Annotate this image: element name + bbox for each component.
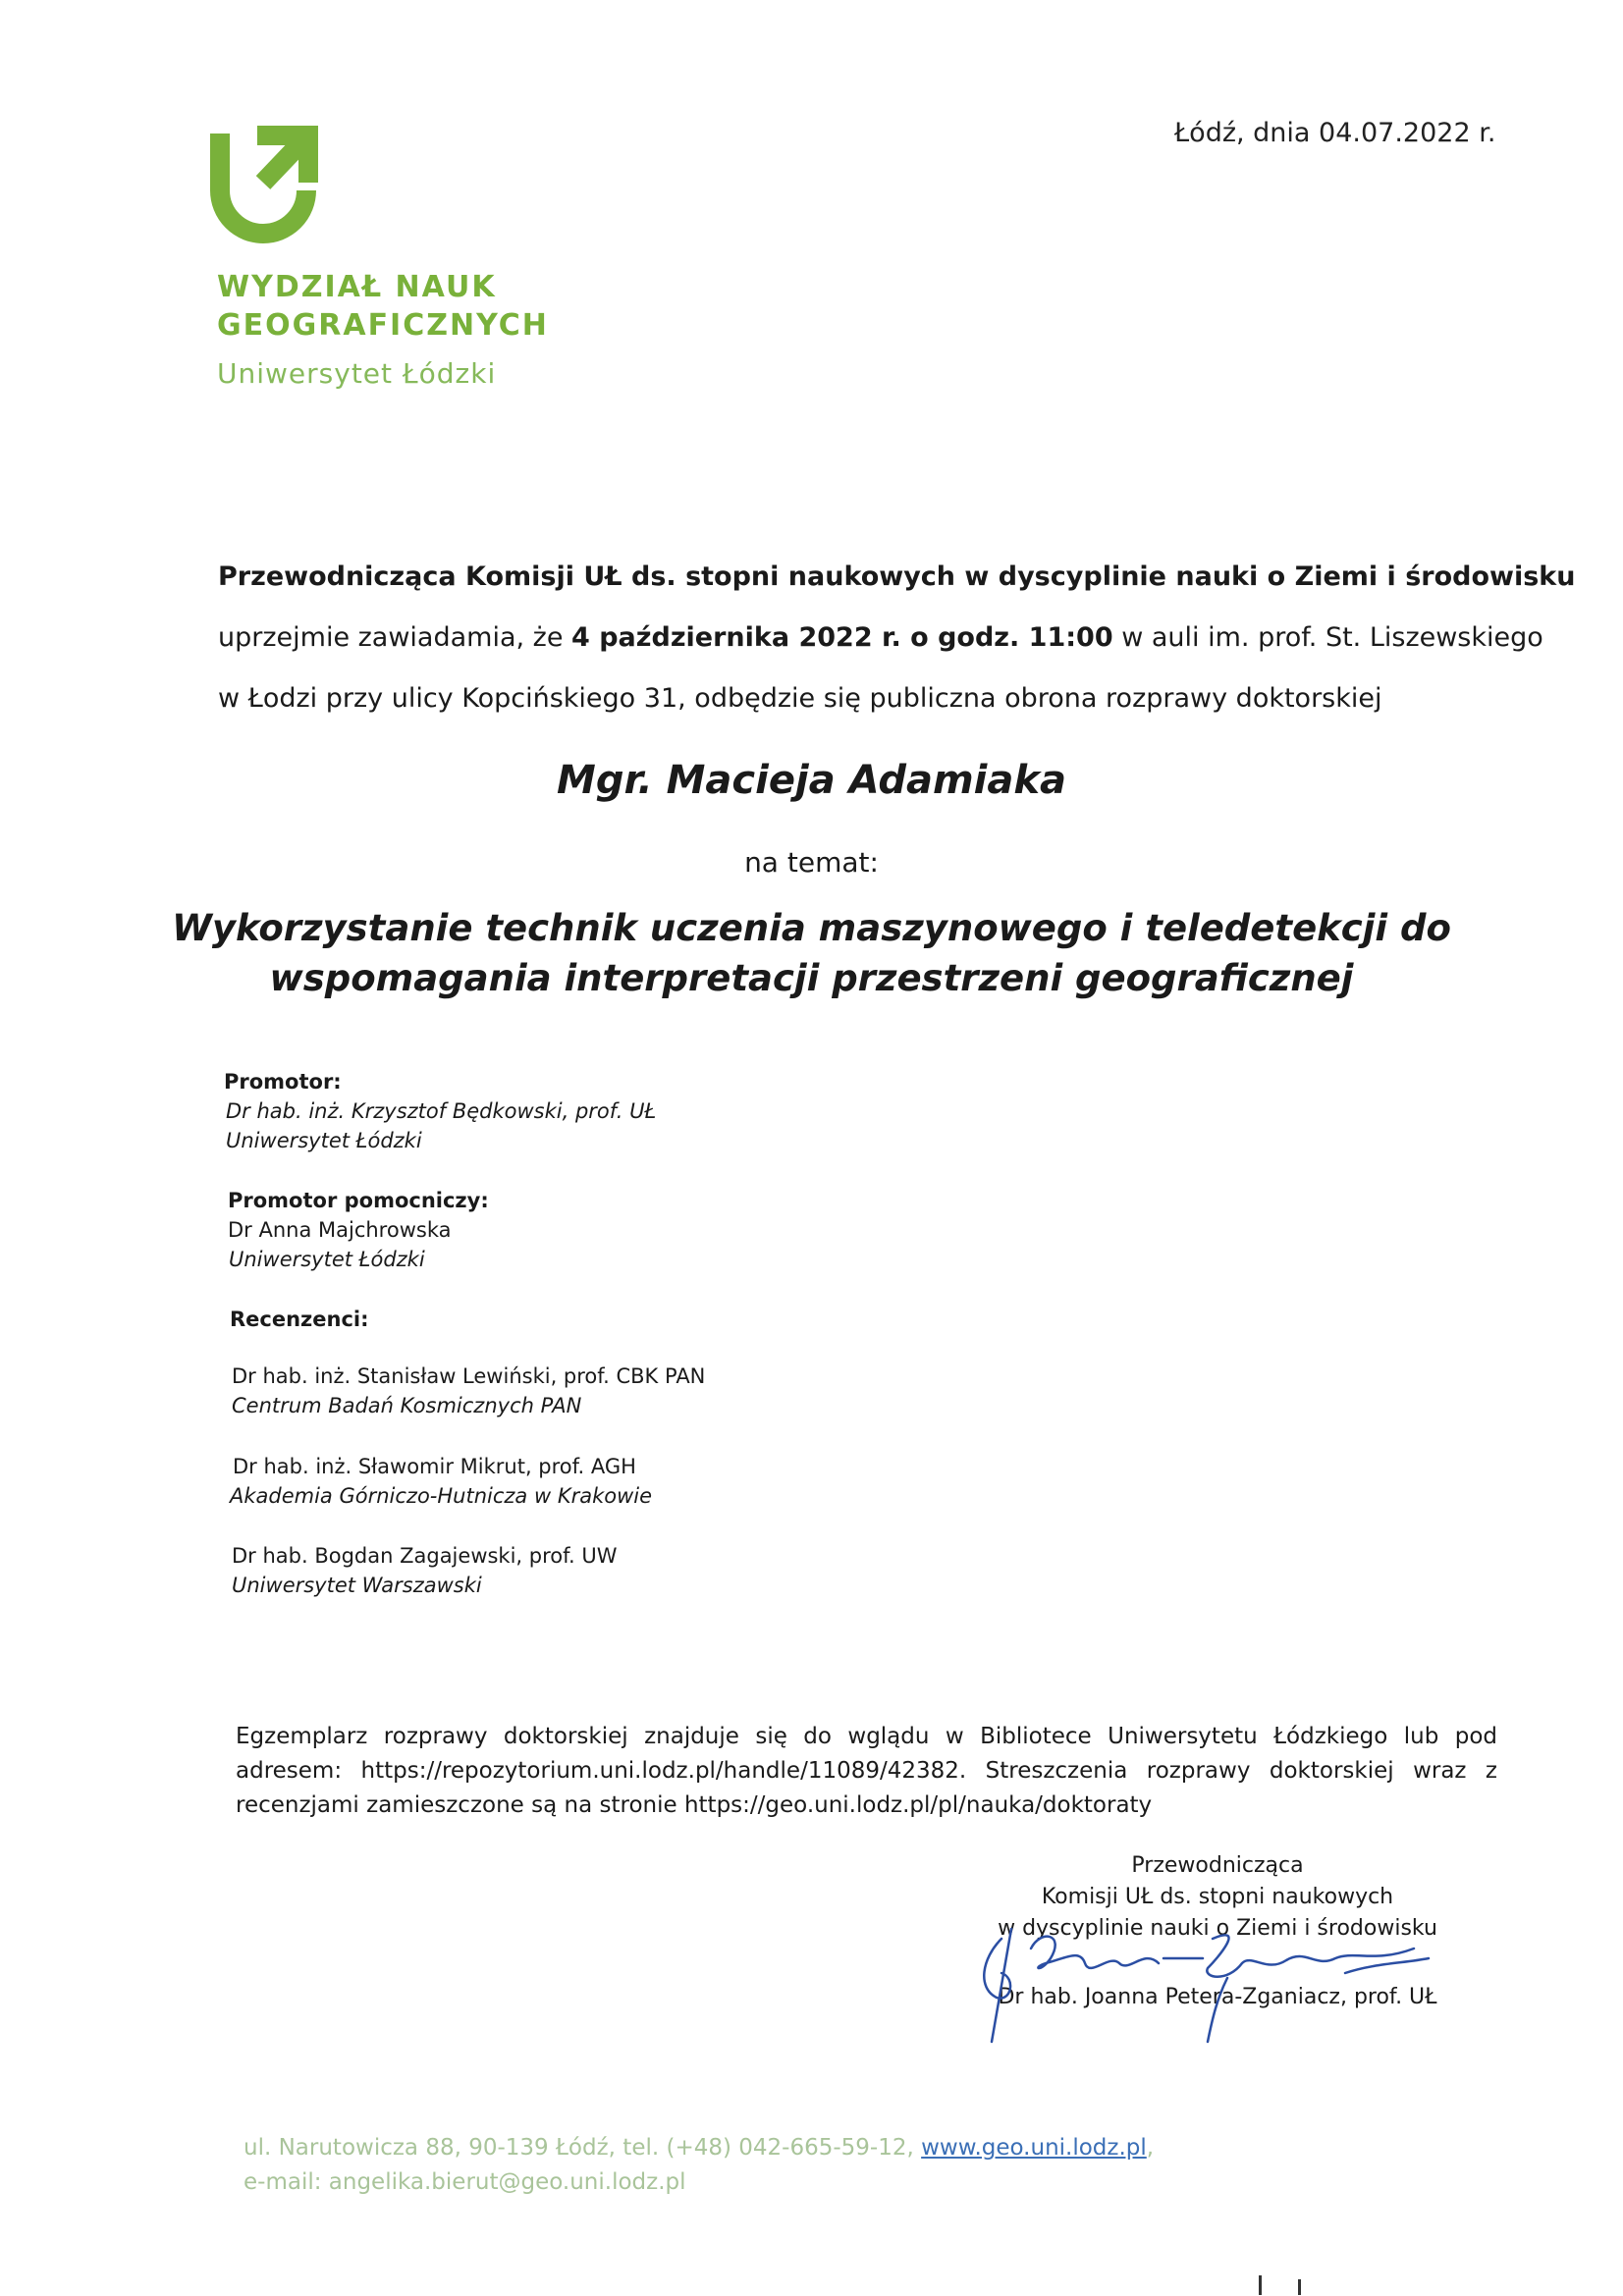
co-promotor-affiliation: Uniwersytet Łódzki [229,1248,425,1271]
scan-mark [1298,2279,1301,2295]
thesis-title-line2: wspomagania interpretacji przestrzeni geograficznej [269,957,1354,999]
reviewer-affiliation: Centrum Badań Kosmicznych PAN [232,1394,582,1417]
reviewer-name: Dr hab. inż. Sławomir Mikrut, prof. AGH [233,1455,636,1478]
intro-line-2 [218,624,1543,651]
signatory-discipline: w dyscyplinie nauki o Ziemi i środowisku [998,1916,1437,1941]
topic-label: na temat: [744,846,879,879]
reviewer-affiliation: Uniwersytet Warszawski [232,1574,482,1597]
footer-address-line [243,2135,1154,2161]
document-date: Łódź, dnia 04.07.2022 r. [1174,118,1496,148]
footer-address: ul. Narutowicza 88, 90-139 Łódź, tel. (+48) 042-665-59-12, [243,2135,922,2161]
reviewer-affiliation: Akademia Górniczo-Hutnicza w Krakowie [230,1484,653,1508]
promotor-name: Dr hab. inż. Krzysztof Będkowski, prof. UŁ [226,1099,657,1123]
reviewers-label: Recenzenci: [230,1308,369,1331]
faculty-logo-icon [208,126,318,251]
promotor-affiliation: Uniwersytet Łódzki [226,1129,422,1152]
defense-datetime: 4 października 2022 r. o godz. 11:00 [571,622,1113,653]
footer-website-link[interactable]: www.geo.uni.lodz.pl [921,2135,1147,2161]
university-name: Uniwersytet Łódzki [217,357,497,390]
faculty-name-line2: GEOGRAFICZNYCH [217,308,549,343]
thesis-title-line1: Wykorzystanie technik uczenia maszynowego i teledetekcji do [172,907,1451,949]
co-promotor-name: Dr Anna Majchrowska [228,1218,452,1242]
intro-text-location: w auli im. prof. St. Liszewskiego [1112,622,1543,653]
signatory-name: Dr hab. Joanna Petera-Zganiacz, prof. UŁ [998,1985,1437,2009]
scan-mark [1259,2275,1262,2295]
signatory-title: Przewodnicząca [1131,1853,1304,1878]
candidate-name: Mgr. Macieja Adamiaka [557,758,1066,803]
signatory-committee: Komisji UŁ ds. stopni naukowych [1041,1885,1394,1909]
co-promotor-label: Promotor pomocniczy: [228,1189,489,1212]
handwritten-signature [972,1919,1434,2047]
reviewer-name: Dr hab. Bogdan Zagajewski, prof. UW [232,1544,618,1568]
footer-separator: , [1146,2135,1155,2161]
promotor-label: Promotor: [224,1070,342,1094]
reviewer-name: Dr hab. inż. Stanisław Lewiński, prof. CBK PAN [232,1364,706,1388]
repository-note: Egzemplarz rozprawy doktorskiej znajduje się do wglądu w Bibliotece Uniwersytetu Łódzkiego lub pod adresem: https://repozytorium.uni.lodz.pl/handle/11089/42382. Streszczenia rozprawy doktorskiej wraz z recenzjami zamieszczone są na stronie https://geo.uni.lodz.pl/pl/nauka/doktoraty [236,1724,1497,1818]
footer-email: e-mail: angelika.bierut@geo.uni.lodz.pl [243,2169,686,2195]
intro-text: uprzejmie zawiadamia, że [218,622,572,653]
faculty-name-line1: WYDZIAŁ NAUK [217,270,497,304]
intro-line-3: w Łodzi przy ulicy Kopcińskiego 31, odbędzie się publiczna obrona rozprawy doktorskiej [218,683,1382,714]
intro-line-1: Przewodnicząca Komisji UŁ ds. stopni naukowych w dyscyplinie nauki o Ziemi i środowisku [218,561,1576,592]
